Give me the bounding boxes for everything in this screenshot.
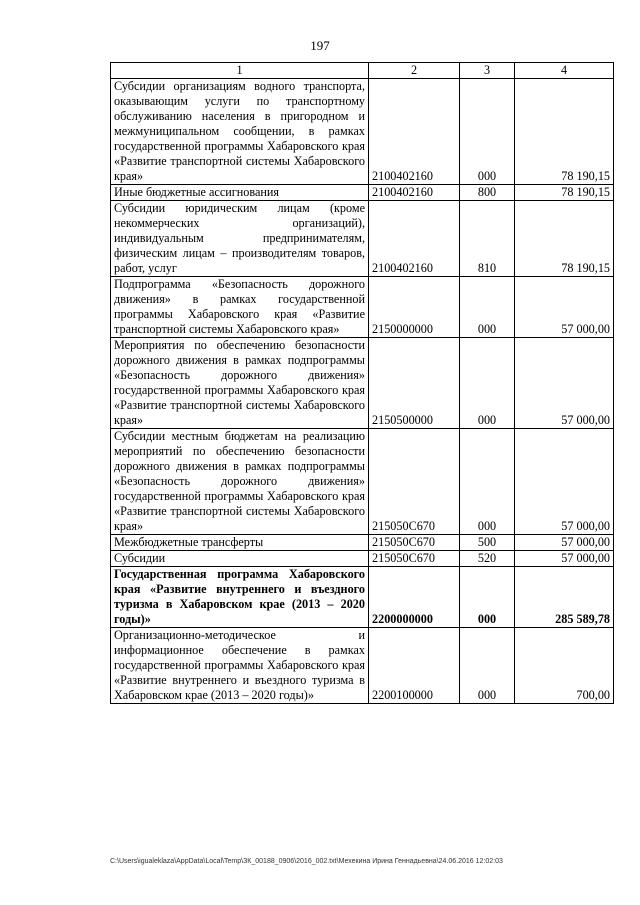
row-amount: 57 000,00 — [515, 277, 614, 338]
row-name: Субсидии юридическим лицам (кроме некоммерческих организаций), индивидуальным предпринимателям, физическим лицам – производителям товаров, работ, услуг — [111, 201, 369, 277]
row-name: Мероприятия по обеспечению безопасности дорожного движения в рамках подпрограммы «Безопасность дорожного движения» государственной программы Хабаровского края «Развитие транспортной системы Хабаровского края» — [111, 338, 369, 429]
row-amount: 57 000,00 — [515, 338, 614, 429]
row-amount: 285 589,78 — [515, 567, 614, 628]
table-row — [111, 429, 614, 535]
row-amount: 57 000,00 — [515, 535, 614, 551]
header-col-1: 1 — [111, 63, 369, 79]
row-amount: 78 190,15 — [515, 79, 614, 185]
row-vr-code: 000 — [460, 277, 515, 338]
row-code: 2150000000 — [369, 277, 460, 338]
row-name: Субсидии — [111, 551, 369, 567]
header-col-3: 3 — [460, 63, 515, 79]
page-number: 197 — [310, 38, 330, 53]
footer-file-path: C:\Users\igualeklaza\AppData\Local\Temp\ЗК_00188_0906\2016_002.txt\Мехекина Ирина Геннадьевна\24.06.2016 12:02:03 — [110, 858, 503, 865]
budget-table — [110, 62, 614, 704]
row-amount: 78 190,15 — [515, 185, 614, 201]
table-header-row — [111, 63, 614, 79]
row-code: 215050С670 — [369, 535, 460, 551]
table-row — [111, 79, 614, 185]
row-code: 2100402160 — [369, 185, 460, 201]
row-code: 2100402160 — [369, 201, 460, 277]
row-vr-code: 520 — [460, 551, 515, 567]
row-vr-code: 810 — [460, 201, 515, 277]
row-name: Иные бюджетные ассигнования — [111, 185, 369, 201]
row-vr-code: 500 — [460, 535, 515, 551]
row-amount: 57 000,00 — [515, 429, 614, 535]
table-row — [111, 567, 614, 628]
row-amount: 78 190,15 — [515, 201, 614, 277]
row-code: 215050С670 — [369, 429, 460, 535]
table-row — [111, 338, 614, 429]
header-col-4: 4 — [515, 63, 614, 79]
row-amount: 700,00 — [515, 628, 614, 704]
row-name: Подпрограмма «Безопасность дорожного движения» в рамках государственной программы Хабаровского края «Развитие транспортной системы Хабаровского края» — [111, 277, 369, 338]
row-code: 2150500000 — [369, 338, 460, 429]
row-vr-code: 000 — [460, 79, 515, 185]
row-name: Организационно-методическое и информационное обеспечение в рамках государственной программы Хабаровского края «Развитие внутреннего и въездного туризма в Хабаровском крае (2013 – 2020 годы)» — [111, 628, 369, 704]
row-code: 215050С670 — [369, 551, 460, 567]
header-col-2: 2 — [369, 63, 460, 79]
row-vr-code: 000 — [460, 628, 515, 704]
row-code: 2200100000 — [369, 628, 460, 704]
row-name: Государственная программа Хабаровского края «Развитие внутреннего и въездного туризма в Хабаровском крае (2013 – 2020 годы)» — [111, 567, 369, 628]
row-code: 2100402160 — [369, 79, 460, 185]
row-vr-code: 000 — [460, 567, 515, 628]
row-vr-code: 000 — [460, 429, 515, 535]
row-name: Субсидии организациям водного транспорта, оказывающим услуги по транспортному обслуживанию населения в пригородном и межмуниципальном сообщении, в рамках государственной программы Хабаровского края «Развитие транспортной системы Хабаровского края» — [111, 79, 369, 185]
table-row — [111, 277, 614, 338]
table-row — [111, 185, 614, 201]
table-row — [111, 628, 614, 704]
row-vr-code: 800 — [460, 185, 515, 201]
row-vr-code: 000 — [460, 338, 515, 429]
table-row — [111, 201, 614, 277]
table-row — [111, 551, 614, 567]
row-amount: 57 000,00 — [515, 551, 614, 567]
row-name: Субсидии местным бюджетам на реализацию мероприятий по обеспечению безопасности дорожного движения в рамках подпрограммы «Безопасность дорожного движения» государственной программы Хабаровского края «Развитие транспортной системы Хабаровского края» — [111, 429, 369, 535]
table-row — [111, 535, 614, 551]
row-name: Межбюджетные трансферты — [111, 535, 369, 551]
row-code: 2200000000 — [369, 567, 460, 628]
